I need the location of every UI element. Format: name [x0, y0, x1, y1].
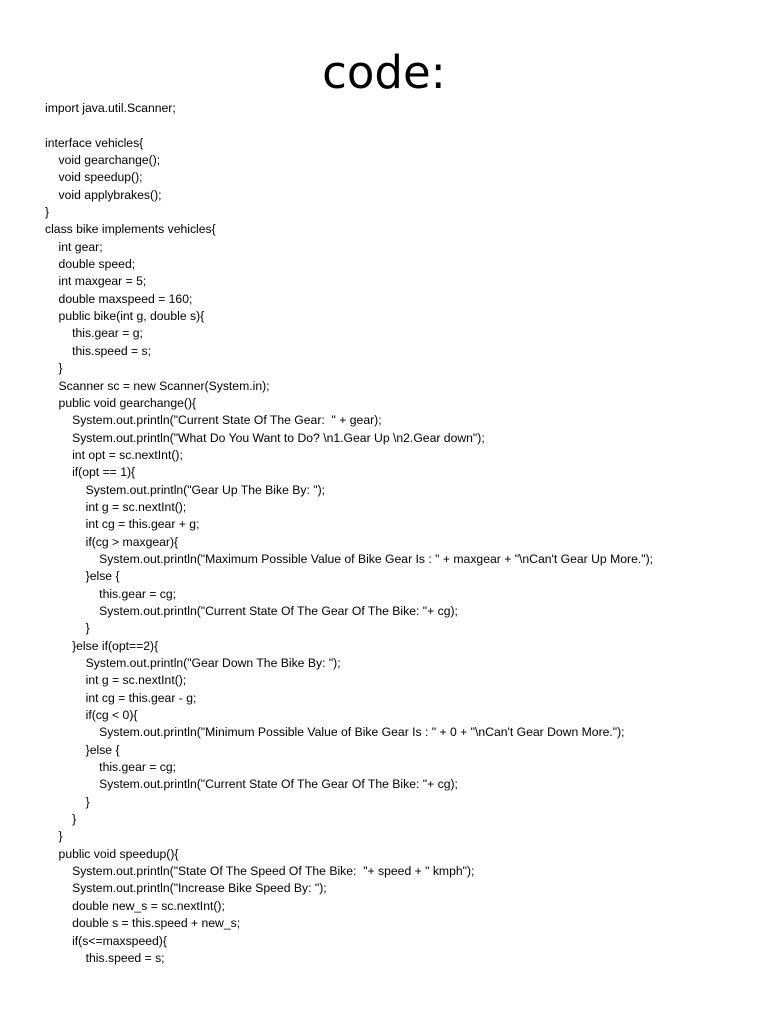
code-line: this.gear = g; [45, 326, 143, 341]
code-line: public bike(int g, double s){ [45, 309, 205, 324]
code-line: } [45, 361, 63, 376]
code-line: this.gear = cg; [45, 586, 177, 601]
code-line: }else { [45, 742, 120, 757]
code-line [45, 117, 760, 134]
code-line: class bike implements vehicles{ [45, 222, 216, 237]
code-line: System.out.println("State Of The Speed Of The Bike: "+ speed + " kmph"); [45, 864, 475, 879]
code-line: int g = sc.nextInt(); [45, 673, 187, 688]
page-title: code: [322, 46, 446, 99]
code-line: Scanner sc = new Scanner(System.in); [45, 378, 270, 393]
code-line: System.out.println("What Do You Want to Do? \n1.Gear Up \n2.Gear down"); [45, 430, 485, 445]
code-line: import java.util.Scanner; [45, 101, 176, 115]
code-line: if(s<=maxspeed){ [45, 933, 167, 948]
code-line: this.speed = s; [45, 950, 165, 965]
code-line: int cg = this.gear - g; [45, 690, 197, 705]
code-line: System.out.println("Current State Of The Gear Of The Bike: "+ cg); [45, 603, 458, 618]
code-line: } [45, 621, 90, 636]
code-line: int maxgear = 5; [45, 274, 147, 289]
code-line: System.out.println("Increase Bike Speed By: "); [45, 881, 327, 896]
code-line: System.out.println("Gear Up The Bike By: "); [45, 482, 326, 497]
code-line: System.out.println("Current State Of The Gear Of The Bike: "+ cg); [45, 777, 458, 792]
code-line: int g = sc.nextInt(); [45, 499, 187, 514]
code-line: } [45, 794, 90, 809]
code-line: this.gear = cg; [45, 760, 177, 775]
code-line: if(cg < 0){ [45, 708, 138, 723]
code-line: } [45, 829, 63, 844]
code-line: int cg = this.gear + g; [45, 517, 200, 532]
code-line: public void speedup(){ [45, 846, 179, 861]
code-line: System.out.println("Current State Of The Gear: " + gear); [45, 413, 382, 428]
code-line: System.out.println("Maximum Possible Value of Bike Gear Is : " + maxgear + "\nCan't Gear Up More."); [45, 551, 654, 566]
code-line: } [45, 205, 50, 220]
code-line: }else { [45, 569, 120, 584]
code-line: } [45, 812, 77, 827]
code-line: }else if(opt==2){ [45, 638, 159, 653]
code-line: int opt = sc.nextInt(); [45, 447, 183, 462]
code-line: interface vehicles{ [45, 135, 144, 150]
code-line: public void gearchange(){ [45, 395, 197, 410]
code-line: void applybrakes(); [45, 187, 162, 202]
code-line: void gearchange(); [45, 153, 161, 168]
code-line: System.out.println("Gear Down The Bike By: "); [45, 656, 341, 670]
code-line: if(cg > maxgear){ [45, 534, 179, 549]
code-line: System.out.println("Minimum Possible Value of Bike Gear Is : " + 0 + "\nCan't Gear Down More."); [45, 725, 625, 740]
code-line: void speedup(); [45, 170, 143, 185]
code-line: double maxspeed = 160; [45, 291, 193, 306]
code-line: if(opt == 1){ [45, 465, 136, 480]
code-block [45, 100, 760, 967]
code-line: double new_s = sc.nextInt(); [45, 898, 225, 913]
code-line: double speed; [45, 257, 136, 272]
code-line: this.speed = s; [45, 343, 152, 358]
code-line: int gear; [45, 239, 103, 254]
code-line: double s = this.speed + new_s; [45, 916, 241, 931]
